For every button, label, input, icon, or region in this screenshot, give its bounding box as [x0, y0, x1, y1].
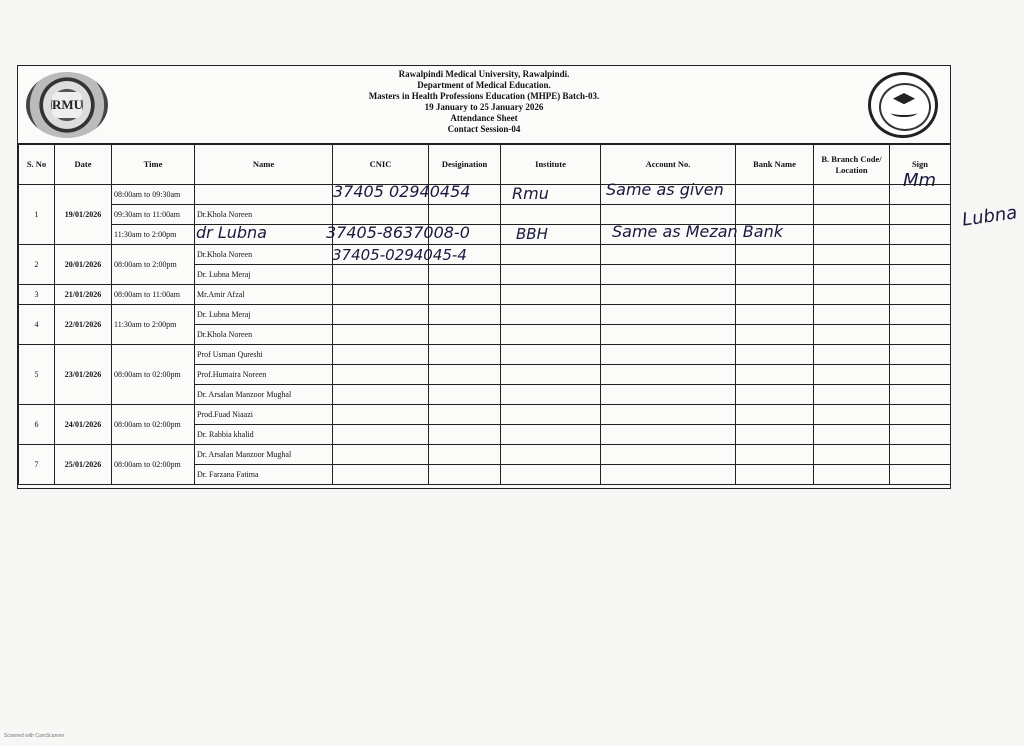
- branch-cell: [814, 265, 890, 285]
- time-cell: 08:00am to 11:00am: [112, 285, 195, 305]
- cnic-cell: [333, 305, 429, 325]
- time-cell: 08:00am to 02:00pm: [112, 345, 195, 405]
- cnic-cell: [333, 465, 429, 485]
- cnic-cell: [333, 445, 429, 465]
- designation-cell: [429, 265, 501, 285]
- cnic-cell: [333, 325, 429, 345]
- account-cell: [601, 425, 736, 445]
- bank-cell: [736, 425, 814, 445]
- designation-cell: [429, 425, 501, 445]
- account-cell: [601, 325, 736, 345]
- handwritten-cnic-1: 37405 02940454: [333, 182, 471, 201]
- sign-cell: [890, 425, 951, 445]
- institute-cell: [501, 245, 601, 265]
- time-cell: 09:30am to 11:00am: [112, 205, 195, 225]
- header-branch-code: B. Branch Code/ Location: [814, 145, 890, 185]
- institute-cell: [501, 465, 601, 485]
- handwritten-account-3: Same as Mezan Bank: [612, 222, 783, 241]
- sign-cell: [890, 305, 951, 325]
- name-cell: Prod.Fuad Niaazi: [195, 405, 333, 425]
- institute-cell: [501, 205, 601, 225]
- date-cell: 25/01/2026: [55, 445, 112, 485]
- branch-cell: [814, 205, 890, 225]
- department-name: Department of Medical Education.: [417, 80, 551, 90]
- branch-cell: [814, 345, 890, 365]
- table-row: [19, 205, 951, 225]
- table-row: [19, 305, 951, 325]
- header-cnic: CNIC: [333, 145, 429, 185]
- account-cell: [601, 405, 736, 425]
- institute-cell: [501, 445, 601, 465]
- sign-cell: [890, 345, 951, 365]
- sno-cell: 7: [19, 445, 55, 485]
- sign-cell: [890, 405, 951, 425]
- attendance-sheet: [17, 65, 951, 489]
- date-cell: 20/01/2026: [55, 245, 112, 285]
- branch-cell: [814, 385, 890, 405]
- time-cell: 11:30am to 2:00pm: [112, 225, 195, 245]
- cnic-cell: [333, 205, 429, 225]
- bank-cell: [736, 385, 814, 405]
- name-cell: Prof.Humaira Noreen: [195, 365, 333, 385]
- bank-cell: [736, 365, 814, 385]
- account-cell: [601, 385, 736, 405]
- cnic-cell: [333, 345, 429, 365]
- header-sno: S. No: [19, 145, 55, 185]
- name-cell: Mr.Amir Afzal: [195, 285, 333, 305]
- bank-cell: [736, 305, 814, 325]
- institute-cell: [501, 385, 601, 405]
- date-cell: 24/01/2026: [55, 405, 112, 445]
- time-cell: 08:00am to 09:30am: [112, 185, 195, 205]
- handwritten-institute-3: BBH: [516, 225, 548, 243]
- sno-cell: 2: [19, 245, 55, 285]
- designation-cell: [429, 465, 501, 485]
- institute-cell: [501, 305, 601, 325]
- branch-cell: [814, 185, 890, 205]
- name-cell: [195, 185, 333, 205]
- sno-cell: 6: [19, 405, 55, 445]
- account-cell: [601, 245, 736, 265]
- cnic-cell: [333, 365, 429, 385]
- sign-cell: [890, 385, 951, 405]
- name-cell: Dr. Arsalan Manzoor Mughal: [195, 445, 333, 465]
- designation-cell: [429, 285, 501, 305]
- branch-cell: [814, 305, 890, 325]
- name-cell: Dr. Lubna Meraj: [195, 265, 333, 285]
- name-cell: Dr. Lubna Meraj: [195, 305, 333, 325]
- table-row: [19, 445, 951, 465]
- designation-cell: [429, 405, 501, 425]
- table-row: [19, 285, 951, 305]
- header-account: Account No.: [601, 145, 736, 185]
- handwritten-cnic-4: 37405-0294045-4: [332, 246, 467, 264]
- sheet-title-block: [18, 69, 950, 135]
- table-row: [19, 405, 951, 425]
- institute-cell: [501, 325, 601, 345]
- handwritten-signature-1: Mm: [903, 170, 937, 191]
- attendance-table: [18, 144, 951, 485]
- header-name: Name: [195, 145, 333, 185]
- account-cell: [601, 305, 736, 325]
- handwritten-name-3: dr Lubna: [196, 223, 267, 242]
- cnic-cell: [333, 425, 429, 445]
- name-cell: Dr. Rabbia khalid: [195, 425, 333, 445]
- sign-cell: [890, 465, 951, 485]
- header-time: Time: [112, 145, 195, 185]
- bank-cell: [736, 465, 814, 485]
- branch-cell: [814, 425, 890, 445]
- bank-cell: [736, 245, 814, 265]
- dme-logo: [868, 72, 938, 138]
- date-cell: 23/01/2026: [55, 345, 112, 405]
- cnic-cell: [333, 385, 429, 405]
- date-cell: 21/01/2026: [55, 285, 112, 305]
- header-sign: Sign: [890, 145, 951, 185]
- time-cell: 08:00am to 02:00pm: [112, 445, 195, 485]
- sno-cell: 3: [19, 285, 55, 305]
- bank-cell: [736, 285, 814, 305]
- sign-cell: [890, 325, 951, 345]
- rmu-logo-text: RMU: [52, 92, 82, 118]
- name-cell: Dr.Khola Noreen: [195, 325, 333, 345]
- designation-cell: [429, 445, 501, 465]
- university-name: Rawalpindi Medical University, Rawalpindi.: [398, 69, 570, 79]
- designation-cell: [429, 325, 501, 345]
- time-cell: 08:00am to 02:00pm: [112, 405, 195, 445]
- bank-cell: [736, 185, 814, 205]
- designation-cell: [429, 365, 501, 385]
- account-cell: [601, 465, 736, 485]
- branch-cell: [814, 405, 890, 425]
- sheet-title: Attendance Sheet: [450, 113, 518, 123]
- sheet-header: [18, 66, 950, 144]
- header-institute: Institute: [501, 145, 601, 185]
- institute-cell: [501, 365, 601, 385]
- table-row: [19, 245, 951, 265]
- account-cell: [601, 265, 736, 285]
- account-cell: [601, 345, 736, 365]
- header-bank-name: Bank Name: [736, 145, 814, 185]
- branch-cell: [814, 325, 890, 345]
- table-row: [19, 345, 951, 365]
- time-cell: 11:30am to 2:00pm: [112, 305, 195, 345]
- time-cell: 08:00am to 2:00pm: [112, 245, 195, 285]
- handwritten-institute-1: Rmu: [512, 184, 549, 203]
- bank-cell: [736, 405, 814, 425]
- cnic-cell: [333, 265, 429, 285]
- branch-cell: [814, 285, 890, 305]
- designation-cell: [429, 385, 501, 405]
- sign-cell: [890, 265, 951, 285]
- institute-cell: [501, 265, 601, 285]
- sign-cell: [890, 205, 951, 225]
- date-cell: 22/01/2026: [55, 305, 112, 345]
- bank-cell: [736, 345, 814, 365]
- branch-cell: [814, 225, 890, 245]
- branch-cell: [814, 365, 890, 385]
- sign-cell: [890, 445, 951, 465]
- cnic-cell: [333, 405, 429, 425]
- table-row: [19, 185, 951, 205]
- name-cell: Dr. Arsalan Manzoor Mughal: [195, 385, 333, 405]
- sign-cell: [890, 285, 951, 305]
- handwritten-cnic-3: 37405-8637008-0: [326, 223, 470, 242]
- sno-cell: 4: [19, 305, 55, 345]
- institute-cell: [501, 285, 601, 305]
- date-cell: 19/01/2026: [55, 185, 112, 245]
- header-designation: Desigination: [429, 145, 501, 185]
- session-name: Contact Session-04: [447, 124, 521, 134]
- bank-cell: [736, 265, 814, 285]
- designation-cell: [429, 345, 501, 365]
- handwritten-account-1: Same as given: [606, 180, 724, 199]
- name-cell: Dr.Khola Noreen: [195, 205, 333, 225]
- designation-cell: [429, 305, 501, 325]
- account-cell: [601, 285, 736, 305]
- branch-cell: [814, 245, 890, 265]
- program-name: Masters in Health Professions Education (MHPE) Batch-03.: [368, 91, 600, 101]
- cnic-cell: [333, 285, 429, 305]
- date-range: 19 January to 25 January 2026: [424, 102, 544, 112]
- bank-cell: [736, 445, 814, 465]
- sno-cell: 5: [19, 345, 55, 405]
- institute-cell: [501, 405, 601, 425]
- branch-cell: [814, 465, 890, 485]
- sign-cell: [890, 365, 951, 385]
- branch-cell: [814, 445, 890, 465]
- account-cell: [601, 365, 736, 385]
- sign-cell: [890, 225, 951, 245]
- header-date: Date: [55, 145, 112, 185]
- sno-cell: 1: [19, 185, 55, 245]
- bank-cell: [736, 325, 814, 345]
- name-cell: Dr.Khola Noreen: [195, 245, 333, 265]
- institute-cell: [501, 345, 601, 365]
- table-row: [19, 225, 951, 245]
- dme-logo-ring: [879, 83, 931, 131]
- institute-cell: [501, 425, 601, 445]
- name-cell: Prof Usman Qureshi: [195, 345, 333, 365]
- sign-cell: [890, 245, 951, 265]
- designation-cell: [429, 205, 501, 225]
- scanner-watermark: Scanned with CamScanner: [4, 733, 65, 739]
- handwritten-margin-signature: Lubna: [960, 202, 1019, 231]
- account-cell: [601, 445, 736, 465]
- book-icon: [891, 109, 917, 117]
- table-header-row: [19, 145, 951, 185]
- name-cell: Dr. Farzana Fatima: [195, 465, 333, 485]
